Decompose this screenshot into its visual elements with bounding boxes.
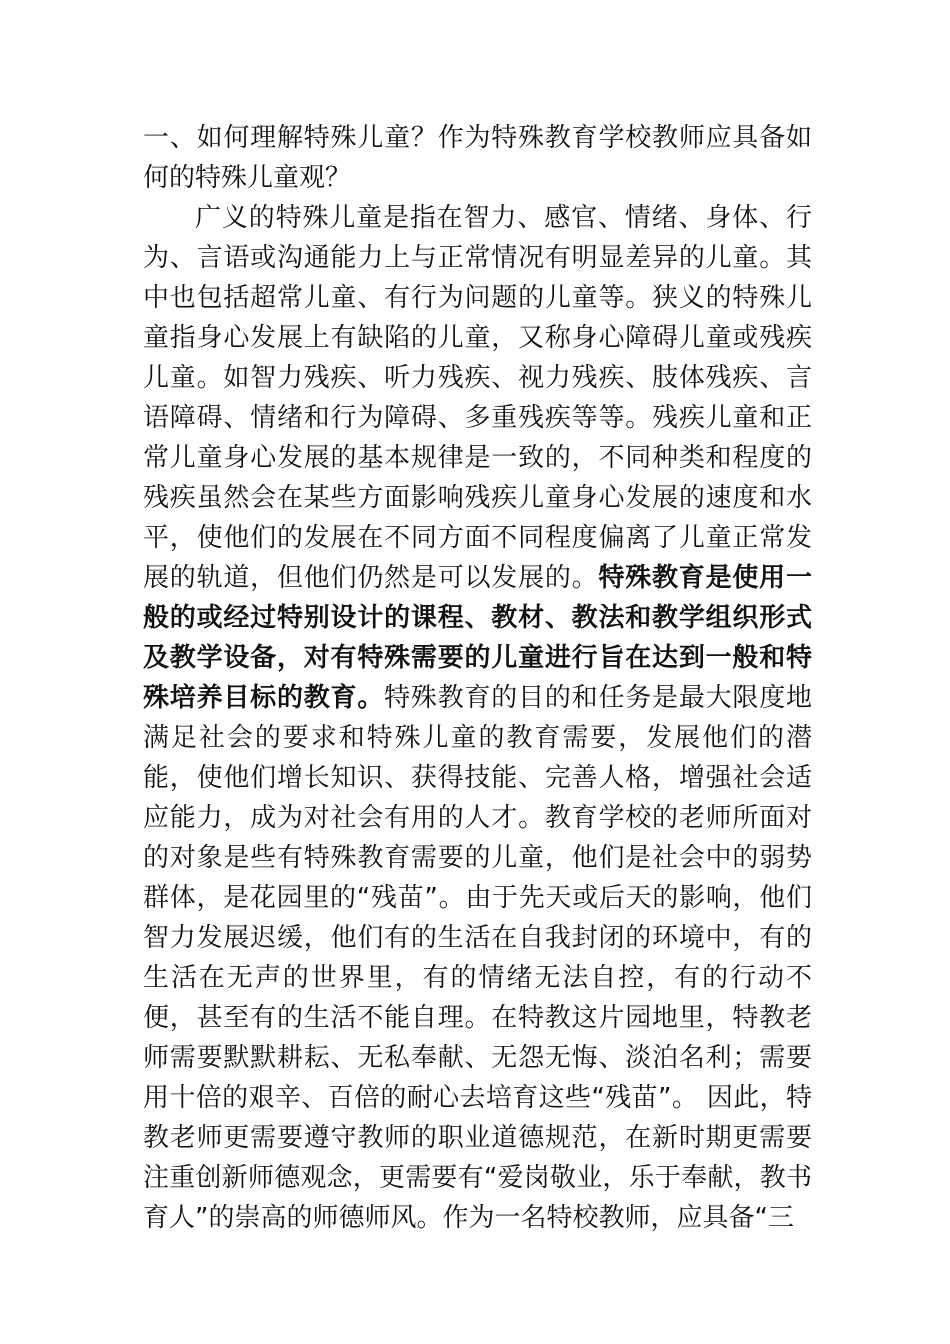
section-heading: 一、如何理解特殊儿童？作为特殊教育学校教师应具备如何的特殊儿童观？ xyxy=(143,123,812,193)
paragraph-text-intro: 广义的特殊儿童是指在智力、感官、情绪、身体、行为、言语或沟通能力上与正常情况有明显差异的儿童。其中也包括超常儿童、有行为问题的儿童等。狭义的特殊儿童指身心发展上有缺陷的儿童，又称身心障碍儿童或残疾儿童。如智力残疾、听力残疾、视力残疾、肢体残疾、言语障碍、情绪和行为障碍、多重残疾等等。残疾儿童和正常儿童身心发展的基本规律是一致的，不同种类和程度的残疾虽然会在某些方面影响残疾儿童身心发展的速度和水平，使他们的发展在不同方面不同程度偏离了儿童正常发展的轨道，但他们仍然是可以发展的。 xyxy=(143,203,812,593)
paragraph-text-continued: 特殊教育的目的和任务是最大限度地满足社会的要求和特殊儿童的教育需要，发展他们的潜能，使他们增长知识、获得技能、完善人格，增强社会适应能力，成为对社会有用的人才。教育学校的老师所面对的对象是些有特殊教育需要的儿童，他们是社会中的弱势群体，是花园里的“残苗”。由于先天或后天的影响，他们智力发展迟缓，他们有的生活在自我封闭的环境中，有的生活在无声的世界里，有的情绪无法自控，有的行动不便，甚至有的生活不能自理。在特教这片园地里，特教老师需要默默耕耘、无私奉献、无怨无悔、淡泊名利；需要用十倍的艰辛、百倍的耐心去培育这些“残苗”。 因此，特教老师更需要遵守教师的职业道德规范，在新时期更需要注重创新师德观念，更需要有“爱岗敬业，乐于奉献，教书育人”的崇高的师德师风。作为一名特校教师，应具备“三 xyxy=(143,683,812,1233)
paragraph-bold-definition: 特殊教育是使用一般的或经过特别设计的课程、教材、教法和教学组织形式及教学设备，对有特殊需要的儿童进行旨在达到一般和特殊培养目标的教育。 xyxy=(143,563,812,713)
body-paragraph xyxy=(143,198,812,1238)
